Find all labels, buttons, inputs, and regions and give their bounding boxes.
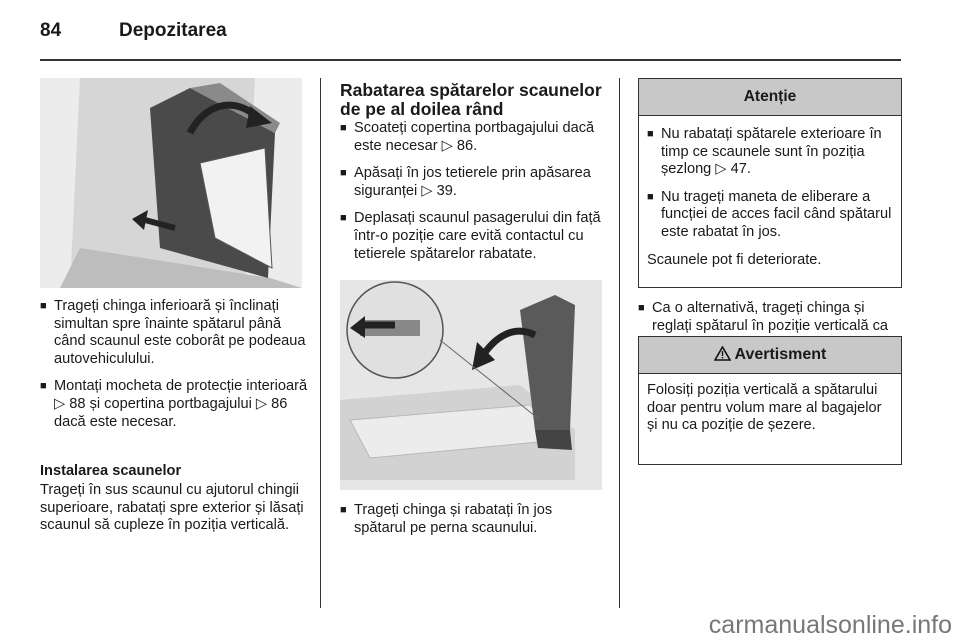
list-item: ■ Ca o alternativă, trageți chinga și reglați spătarul în poziție verticală ca: [638, 300, 903, 353]
list-item: ■ Trageți chinga inferioară și înclinați simultan spre înainte spătarul până când scaunul este coborât pe podeaua autovehiculului.: [40, 298, 308, 368]
column-divider: [619, 78, 620, 608]
warning-box: [638, 336, 902, 465]
caution-box: [638, 78, 902, 288]
watermark: carmanualsonline.info: [708, 611, 952, 639]
instalarea-paragraph: Trageți în sus scaunul cu ajutorul chingii superioare, rabatați spre exterior și lăsați scaunul să cupleze în poziția verticală.: [40, 482, 304, 534]
list-item: ■ Nu trageți maneta de eliberare a funcției de acces facil când spătarul este rabatat în jos.: [647, 189, 893, 242]
column-divider: [320, 78, 321, 608]
col2-bullet-list: [340, 120, 605, 263]
folded-seat-illustration: [40, 78, 302, 288]
list-item: ■ Scoateți copertina portbagajului dacă este necesar ▷ 86.: [340, 120, 605, 155]
list-item: ■ Nu rabatați spătarele exterioare în timp ce scaunele sunt în poziția șezlong ▷ 47.: [647, 126, 893, 179]
page-number: 84: [40, 20, 62, 41]
list-item: ■ Apăsați în jos tetierele prin apăsarea siguranței ▷ 39.: [340, 165, 605, 200]
warning-text: Folosiți poziția verticală a spătarului doar pentru volum mare al bagajelor și nu ca poziție de șezere.: [647, 382, 882, 434]
col1-bullet-list: [40, 298, 308, 431]
caution-bullet-list: [647, 126, 893, 242]
col2-bullet-list-after-figure: [340, 502, 605, 537]
caution-note: Scaunele pot fi deteriorate.: [647, 251, 822, 268]
seat-fold-drawing: [40, 78, 302, 288]
list-item: ■ Deplasați scaunul pasagerului din față într-o poziție care evită contactul cu tetierele spătarelor rabatate.: [340, 210, 605, 263]
caution-title: Atenție: [639, 79, 901, 116]
warning-title: Avertisment: [734, 346, 827, 363]
subheading-instalarea: Instalarea scaunelor: [40, 463, 182, 479]
warning-header: [639, 337, 901, 374]
section-heading: Rabatarea spătarelor scaunelor de pe al doilea rând: [340, 80, 602, 119]
seat-backrest-fold-drawing: [340, 280, 602, 490]
second-row-seat-illustration: [340, 280, 602, 490]
page-title: Depozitarea: [119, 20, 227, 41]
list-item: ■ Trageți chinga și rabatați în jos spătarul pe perna scaunului.: [340, 502, 605, 537]
list-item: ■ Montați mocheta de protecție interioară ▷ 88 și copertina portbagajului ▷ 86 dacă este necesar.: [40, 378, 308, 431]
warning-triangle-icon: [714, 346, 735, 363]
header-rule: [40, 59, 901, 61]
